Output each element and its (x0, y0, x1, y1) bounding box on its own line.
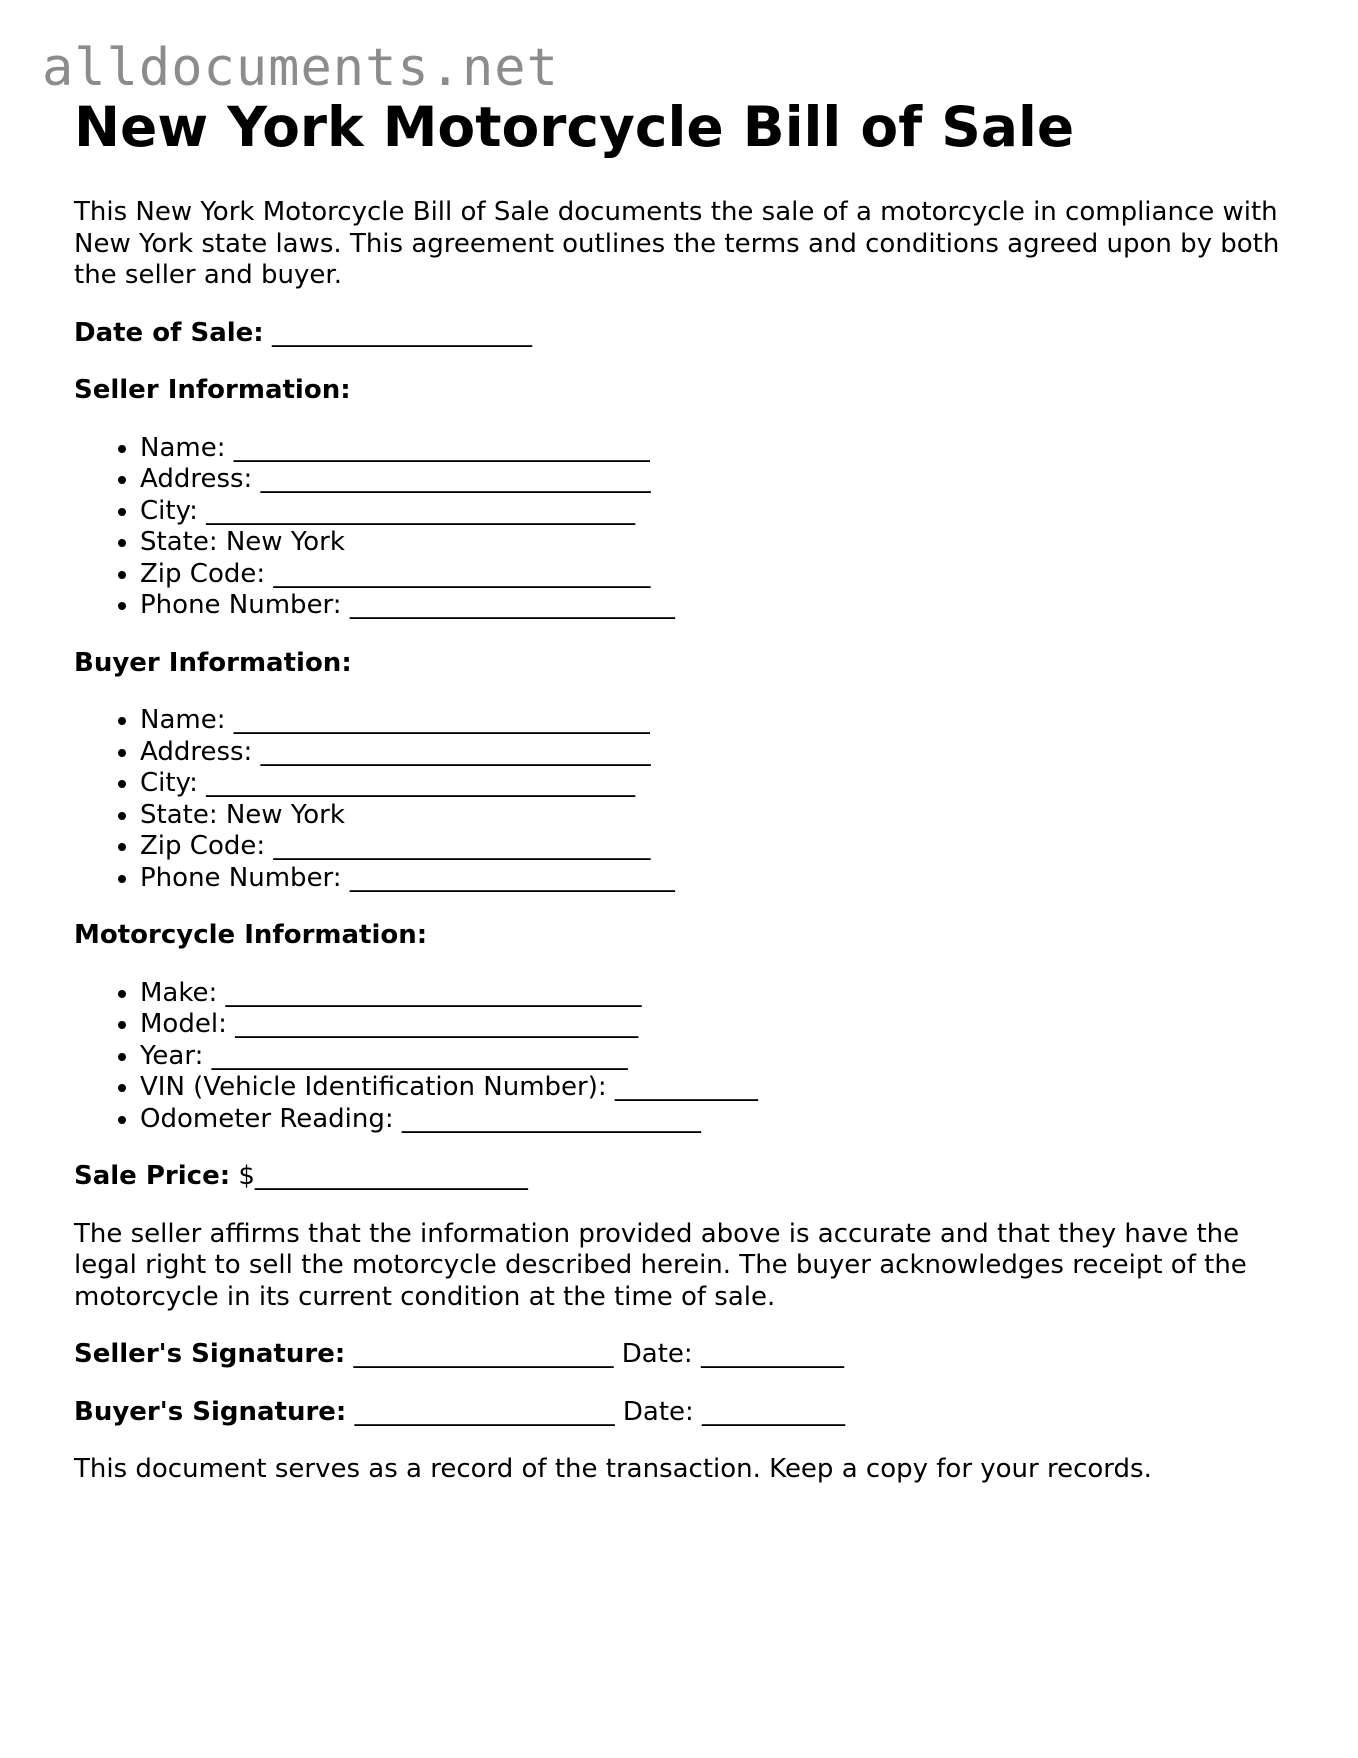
seller-city-field: • City: _________________________________ (140, 496, 1284, 528)
intro-paragraph: This New York Motorcycle Bill of Sale documents the sale of a motorcycle in compliance with New York state laws. This agreement outlines the terms and conditions agreed upon by both the seller and buyer. (74, 197, 1280, 290)
buyer-info-heading: Buyer Information: (74, 647, 352, 678)
footer-note: This document serves as a record of the transaction. Keep a copy for your records. (74, 1454, 1152, 1484)
seller-name-field: • Name: ________________________________ (140, 433, 1284, 465)
seller-phone-field: • Phone Number: _________________________ (140, 590, 1284, 622)
seller-zip-field: • Zip Code: _____________________________ (140, 559, 1284, 591)
buyer-info-list (74, 705, 1284, 894)
seller-address-field: • Address: ______________________________ (140, 464, 1284, 496)
seller-info-heading: Seller Information: (74, 375, 351, 405)
date-of-sale-line (74, 318, 1284, 350)
buyer-signature-blank: ____________________ (354, 1396, 615, 1427)
motorcycle-info-list (74, 978, 1284, 1136)
document-page (74, 92, 1284, 1486)
seller-signature-date-label: Date: (621, 1339, 693, 1369)
buyer-signature-label: Buyer's Signature: (74, 1396, 347, 1427)
buyer-signature-date-label: Date: (622, 1396, 694, 1427)
buyer-zip-field: • Zip Code: _____________________________ (140, 831, 1284, 863)
seller-info-list (74, 433, 1284, 622)
sale-price-line (74, 1161, 1284, 1193)
seller-signature-blank: ____________________ (353, 1339, 614, 1369)
buyer-state-field: • State: New York (140, 800, 1284, 832)
buyer-address-field: • Address: ______________________________ (140, 737, 1284, 769)
seller-signature-date-blank: ___________ (700, 1339, 844, 1369)
date-of-sale-label: Date of Sale: (74, 317, 264, 348)
motorcycle-vin-field: • VIN (Vehicle Identification Number): ___________ (140, 1072, 1284, 1104)
site-watermark: alldocuments.net (42, 38, 559, 98)
buyer-phone-field: • Phone Number: _________________________ (140, 863, 1284, 895)
buyer-city-field: • City: _________________________________ (140, 768, 1284, 800)
seller-signature-label: Seller's Signature: (74, 1339, 346, 1369)
sale-price-blank: $_____________________ (238, 1161, 528, 1191)
seller-signature-line (74, 1339, 1284, 1371)
affirmation-paragraph: The seller affirms that the information provided above is accurate and that they have the legal right to sell the motorcycle described herein. The buyer acknowledges receipt of the motorcycle in its current condition at the time of sale. (74, 1218, 1247, 1312)
motorcycle-info-heading: Motorcycle Information: (74, 920, 428, 950)
motorcycle-model-field: • Model: _______________________________ (140, 1009, 1284, 1041)
buyer-name-field: • Name: ________________________________ (140, 705, 1284, 737)
motorcycle-make-field: • Make: ________________________________ (140, 978, 1284, 1010)
date-of-sale-blank: ____________________ (271, 317, 532, 348)
buyer-signature-date-blank: ___________ (702, 1396, 846, 1427)
sale-price-label: Sale Price: (74, 1161, 231, 1191)
document-title: New York Motorcycle Bill of Sale (74, 95, 1075, 159)
seller-state-field: • State: New York (140, 527, 1284, 559)
motorcycle-year-field: • Year: ________________________________ (140, 1041, 1284, 1073)
buyer-signature-line (74, 1397, 1284, 1429)
motorcycle-odometer-field: • Odometer Reading: _______________________ (140, 1104, 1284, 1136)
